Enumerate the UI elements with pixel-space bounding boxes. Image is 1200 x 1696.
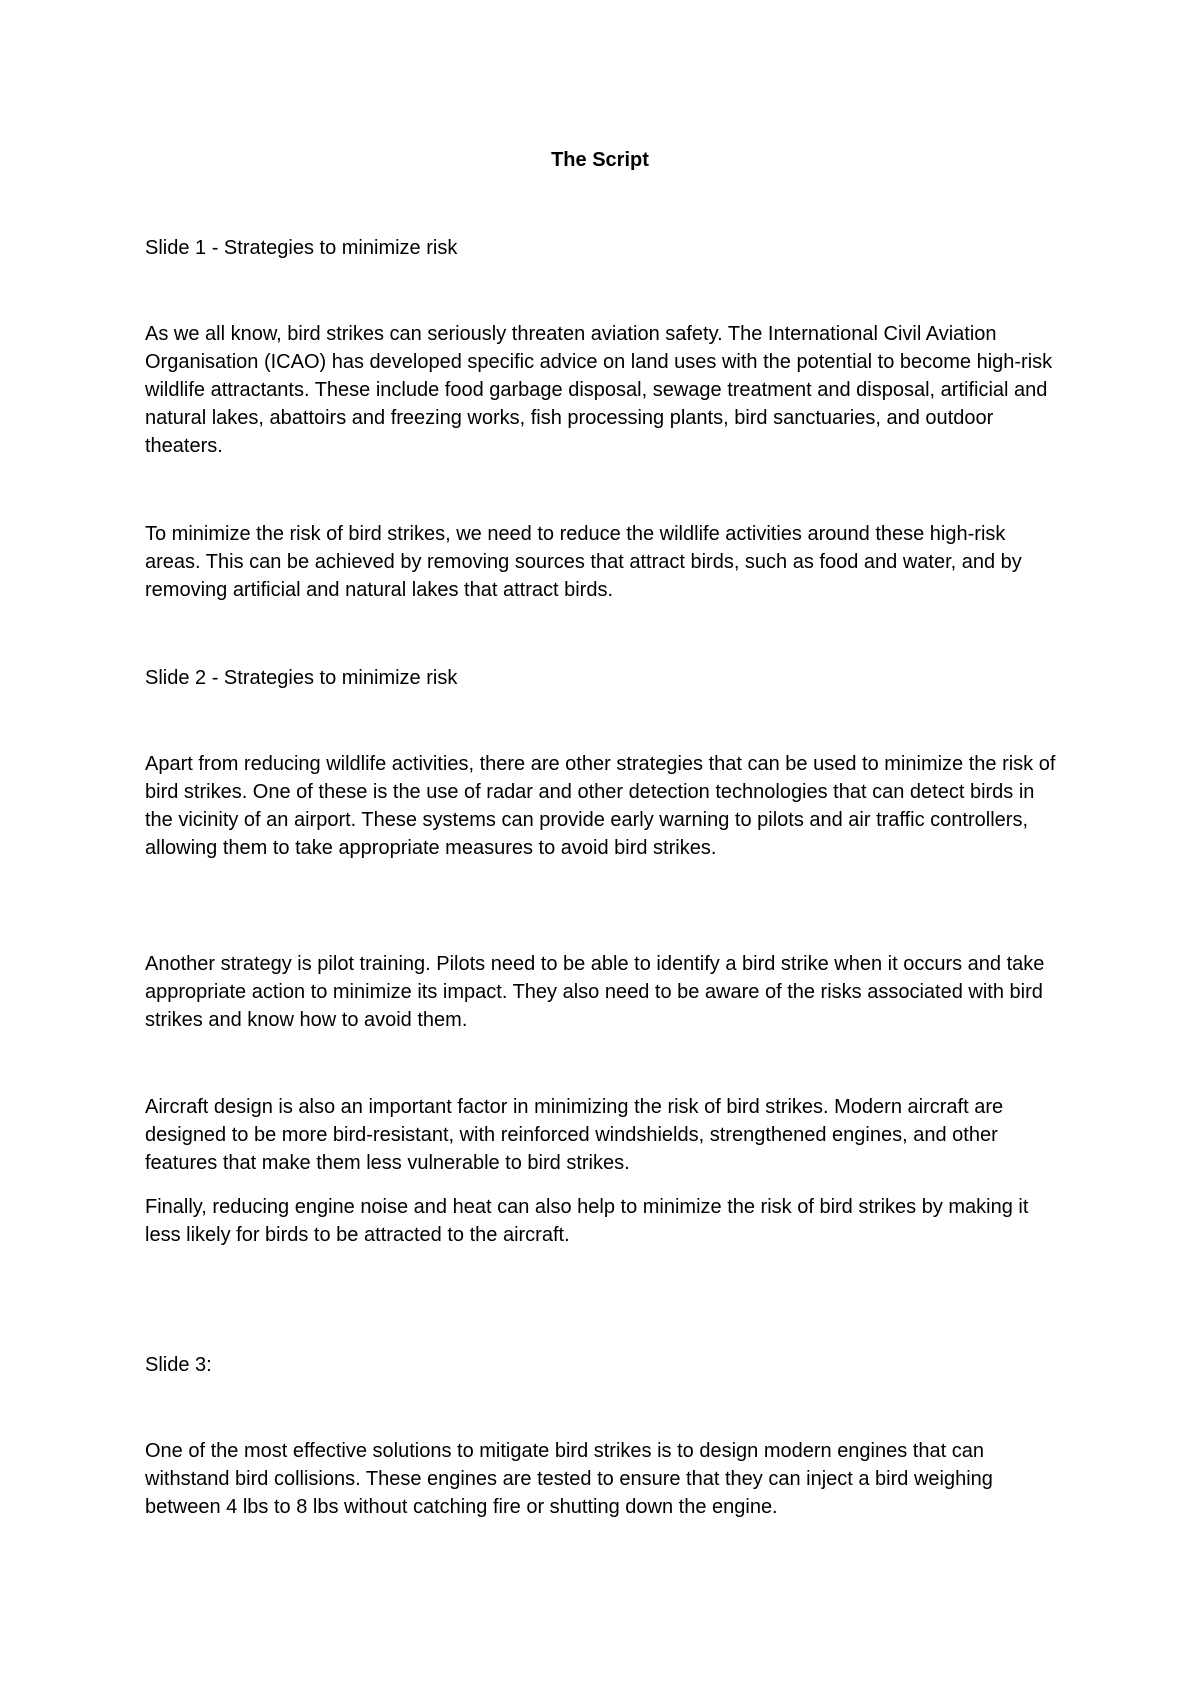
slide-2-paragraph-4: Finally, reducing engine noise and heat can also help to minimize the risk of bird strikes by making it less likely for birds to be attracted to the aircraft. bbox=[145, 1196, 1029, 1246]
slide-2-heading: Slide 2 - Strategies to minimize risk bbox=[145, 667, 458, 689]
slide-1-heading: Slide 1 - Strategies to minimize risk bbox=[145, 237, 458, 259]
slide-2-paragraph-2: Another strategy is pilot training. Pilots need to be able to identify a bird strike when it occurs and take appropriate action to minimize its impact. They also need to be aware of the risks associated with bird strikes and know how to avoid them. bbox=[145, 953, 1045, 1031]
slide-1-paragraph-1: As we all know, bird strikes can seriously threaten aviation safety. The International Civil Aviation Organisation (ICAO) has developed specific advice on land uses with the potential to become high-risk wildlife attractants. These include food garbage disposal, sewage treatment and disposal, artificial and natural lakes, abattoirs and freezing works, fish processing plants, bird sanctuaries, and outdoor theaters. bbox=[145, 323, 1053, 457]
slide-3-paragraph-1: One of the most effective solutions to mitigate bird strikes is to design modern engines that can withstand bird collisions. These engines are tested to ensure that they can inject a bird weighing between 4 lbs to 8 lbs without catching fire or shutting down the engine. bbox=[145, 1440, 993, 1518]
slide-1-paragraph-2: To minimize the risk of bird strikes, we need to reduce the wildlife activities around these high-risk areas. This can be achieved by removing sources that attract birds, such as food and water, and by removing artificial and natural lakes that attract birds. bbox=[145, 523, 1022, 601]
slide-2-paragraph-3: Aircraft design is also an important factor in minimizing the risk of bird strikes. Modern aircraft are designed to be more bird-resistant, with reinforced windshields, strengthened engines, and other features that make them less vulnerable to bird strikes. bbox=[145, 1096, 1004, 1174]
page-title: The Script bbox=[551, 149, 649, 171]
slide-2-paragraph-1: Apart from reducing wildlife activities, there are other strategies that can be used to minimize the risk of bird strikes. One of these is the use of radar and other detection technologies that can detect birds in the vicinity of an airport. These systems can provide early warning to pilots and air traffic controllers, allowing them to take appropriate measures to avoid bird strikes. bbox=[145, 753, 1056, 859]
slide-3-heading: Slide 3: bbox=[145, 1354, 212, 1376]
